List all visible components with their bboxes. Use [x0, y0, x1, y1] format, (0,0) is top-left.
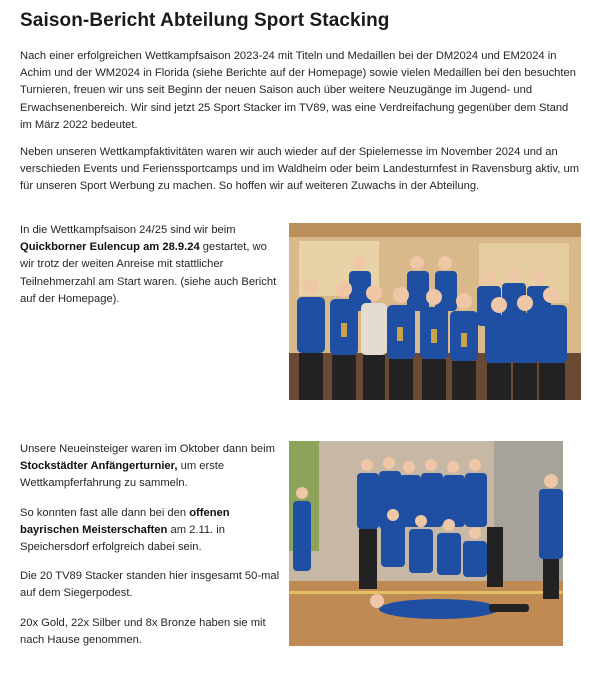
eulencup-text — [20, 222, 280, 308]
section2-paragraph-4: 20x Gold, 22x Silber und 8x Bronze haben sie mit nach Hause genommen. — [20, 616, 266, 646]
activities-paragraph: Neben unseren Wettkampfaktivitäten waren wir auch wieder auf der Spielemesse im November 2024 und an verschieden Events und Ferienssportcamps und im Waldheim oder beim Landesturnfest in Ravensburg aktiv, um für unseren Sport Werbung zu machen. So hoffen wir auf weiteren Zuwachs in der Abteilung. — [20, 146, 580, 193]
page-title: Saison-Bericht Abteilung Sport Stacking — [20, 10, 390, 31]
section2-p2-b: am 2.11. in Speichersdorf erfolgreich dabei sein. — [20, 523, 225, 554]
team-photo-meisterschaft — [289, 441, 563, 646]
eulencup-bold: Quickborner Eulencup am 28.9.24 — [20, 241, 200, 254]
eulencup-text-a: In die Wettkampfsaison 24/25 sind wir beim — [20, 224, 236, 236]
section2-p1-bold: Stockstädter Anfängerturnier, — [20, 460, 178, 473]
team-photo-eulencup — [289, 223, 581, 400]
section2-p2-bold: offenen bayrischen Meisterschaften — [20, 506, 230, 536]
section2-p1-b: um erste Wettkampferfahrung zu sammeln. — [20, 460, 225, 490]
intro-paragraph: Nach einer erfolgreichen Wettkampfsaison 2023-24 mit Titeln und Medaillen bei der DM2024 und EM2024 in Achim und der WM2024 in Florida (siehe Berichte auf der Homepage) sowie vielen Medaillen bei den besuchten Turnieren, freuen wir uns seit Beginn der neuen Saison auch über weitere Neuzugänge im Jugend- und Erwachsenenbereich. Wir sind jetzt 25 Sport Stacker im TV89, was eine Verdreifachung gegenüber dem Stand im März 2022 bedeutet. — [20, 50, 576, 131]
section2-paragraph-1 — [20, 441, 280, 493]
section2-paragraph-3: Die 20 TV89 Stacker standen hier insgesamt 50-mal auf dem Siegerpodest. — [20, 570, 280, 600]
section2-paragraph-2 — [20, 505, 280, 557]
section2-p1-a: Unsere Neueinsteiger waren im Oktober dann beim — [20, 443, 275, 455]
section2-p2-a: So konnten fast alle dann bei den — [20, 506, 190, 519]
anfaengerturnier-text — [20, 441, 280, 661]
eulencup-text-b: gestartet, wo wir trotz der weiten Anreise mit stattlicher Teilnehmerzahl am Start waren. (siehe auch Bericht auf der Homepage). — [20, 241, 277, 305]
